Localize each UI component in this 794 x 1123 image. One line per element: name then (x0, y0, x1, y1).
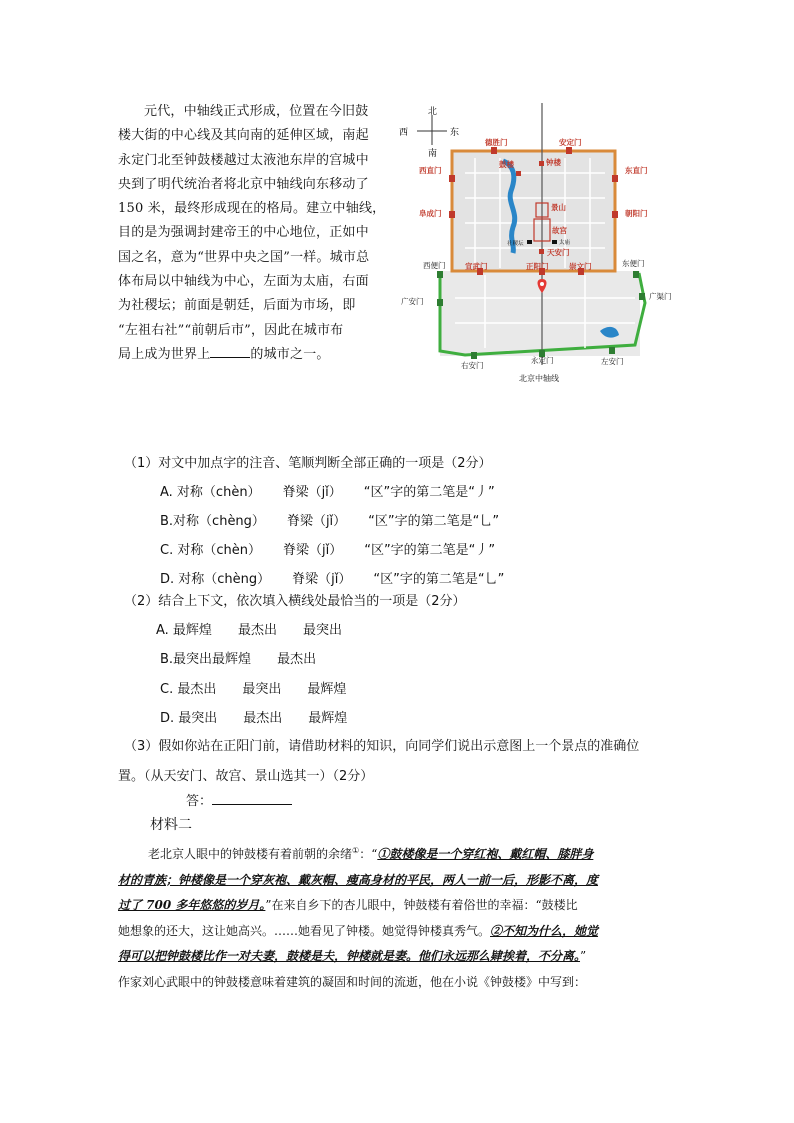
material2-line: 老北京人眼中的钟鼓楼有着前朝的余绪①：“①鼓楼像是一个穿红袍、戴红帽、膝胖身 (148, 846, 594, 861)
passage-line: 目的是为强调封建帝王的中心地位，正如中 (118, 225, 369, 241)
gate-andingmen: 安定门 (559, 138, 582, 147)
q2-option-a[interactable]: A. 最辉煌 最杰出 最突出 (156, 623, 342, 638)
gate-chongwenmen: 崇文门 (569, 262, 592, 271)
site-gulou: 鼓楼 (499, 160, 514, 169)
gate-chaoyangmen: 朝阳门 (625, 209, 648, 218)
q2-option-b[interactable]: B.最突出最辉煌 最杰出 (160, 652, 317, 667)
q3-answer (186, 790, 292, 809)
axis-label: 北京中轴线 (519, 374, 559, 383)
passage-line: 150 米，最终形成现在的格局。建立中轴线， (118, 201, 386, 217)
gate-zuoanmen: 左安门 (601, 357, 624, 366)
answer-blank[interactable] (212, 792, 292, 805)
q3-line2: 置。（从天安门、故宫、景山选其一）（2分） (118, 769, 374, 784)
passage-text-before-blank: 局上成为世界上 (118, 346, 211, 362)
material2-heading: 材料二 (150, 817, 192, 833)
gate-dongzhimen: 东直门 (625, 166, 648, 175)
site-gugong: 故宫 (552, 226, 567, 235)
gate-youanmen: 右安门 (461, 361, 484, 370)
gate-guangqumen: 广渠门 (649, 292, 672, 301)
compass-south: 南 (428, 149, 438, 159)
gate-xibianmen: 西便门 (423, 261, 446, 270)
material2-line: 作家刘心武眼中的钟鼓楼意味着建筑的凝固和时间的流逝，他在小说《钟鼓楼》中写到： (118, 974, 587, 989)
q1-option-d[interactable]: D. 对称（chèng） 脊梁（jǐ） “区”字的第二笔是“乚” (160, 572, 505, 587)
gate-guanganmen: 广安门 (401, 297, 424, 306)
material2-body (118, 838, 678, 995)
compass-icon (399, 105, 459, 159)
passage-text-after-blank: 的城市之一。 (250, 346, 330, 362)
gate-fuchengmen: 阜成门 (419, 209, 442, 218)
q2-option-c[interactable]: C. 最杰出 最突出 最辉煌 (160, 682, 347, 697)
compass-east: 东 (450, 128, 460, 138)
passage-line: “左祖右社”“前朝后市”，因此在城市布 (118, 322, 344, 338)
passage-line: 国之名，意为“世界中央之国”一样。城市总 (118, 249, 370, 265)
compass-west: 西 (399, 128, 409, 138)
gate-yongdingmen: 永定门 (531, 356, 554, 365)
site-jingshan: 景山 (551, 203, 566, 212)
passage-text (118, 100, 386, 367)
site-shejitan: 社稷坛 (507, 241, 524, 247)
q1-title: （1）对文中加点字的注音、笔顺判断全部正确的一项是（2分） (124, 456, 492, 471)
q1-option-b[interactable]: B.对称（chèng） 脊梁（jǐ） “区”字的第二笔是“乚” (160, 514, 500, 529)
site-tiananmen: 天安门 (547, 248, 570, 257)
passage-line: 元代，中轴线正式形成，位置在今旧鼓 (144, 104, 369, 119)
answer-label: 答： (186, 794, 213, 809)
q1-option-a[interactable]: A. 对称（chèn） 脊梁（jǐ） “区”字的第二笔是“丿” (160, 485, 495, 500)
gate-deshengmen: 德胜门 (485, 138, 508, 147)
passage-line: 楼大街的中心线及其向南的延伸区域，南起 (118, 128, 369, 144)
site-zhonglou: 钟楼 (546, 158, 561, 167)
passage-line-last (118, 343, 386, 367)
passage-line: 永定门北至钟鼓楼越过太液池东岸的宫城中 (118, 152, 369, 168)
material2-line: 过了 700 多年悠悠的岁月。”在来自乡下的杏儿眼中，钟鼓楼有着俗世的幸福：“鼓楼比 (118, 898, 578, 912)
material2-line: 材的青族；钟楼像是一个穿灰袍、戴灰帽、瘦高身材的平民，两人一前一后，形影不离，度 (118, 872, 599, 887)
material2-line: 得可以把钟鼓楼比作一对夫妻，鼓楼是夫，钟楼就是妻。他们永远那么肄挨着，不分离。” (118, 949, 587, 963)
site-taimiao: 太庙 (559, 240, 571, 246)
q2-option-d[interactable]: D. 最突出 最杰出 最辉煌 (160, 711, 348, 726)
beijing-axis-map (395, 103, 680, 388)
q2-title: （2）结合上下文，依次填入横线处最恰当的一项是（2分） (124, 594, 466, 609)
fill-in-blank[interactable] (210, 345, 250, 358)
gate-xizhimen: 西直门 (419, 166, 442, 175)
q3-line1: （3）假如你站在正阳门前，请借助材料的知识，向同学们说出示意图上一个景点的准确位 (124, 739, 640, 754)
q1-option-c[interactable]: C. 对称（chèn） 脊梁（jǐ） “区”字的第二笔是“丿” (160, 543, 496, 558)
compass-north: 北 (428, 107, 438, 117)
passage-line: 央到了明代统治者将北京中轴线向东移动了 (118, 176, 369, 192)
gate-xuanwumen: 宣武门 (465, 262, 488, 271)
gate-zhengyangmen: 正阳门 (526, 262, 549, 271)
passage-line: 为社稷坛；前面是朝廷，后面为市场，即 (118, 298, 356, 314)
passage-line: 体布局以中轴线为中心，左面为太庙，右面 (118, 274, 369, 290)
material2-line: 她想象的还大，这让她高兴。……她看见了钟楼。她觉得钟楼真秀气。②不知为什么，她觉 (118, 923, 599, 938)
gate-dongbianmen: 东便门 (622, 259, 645, 268)
